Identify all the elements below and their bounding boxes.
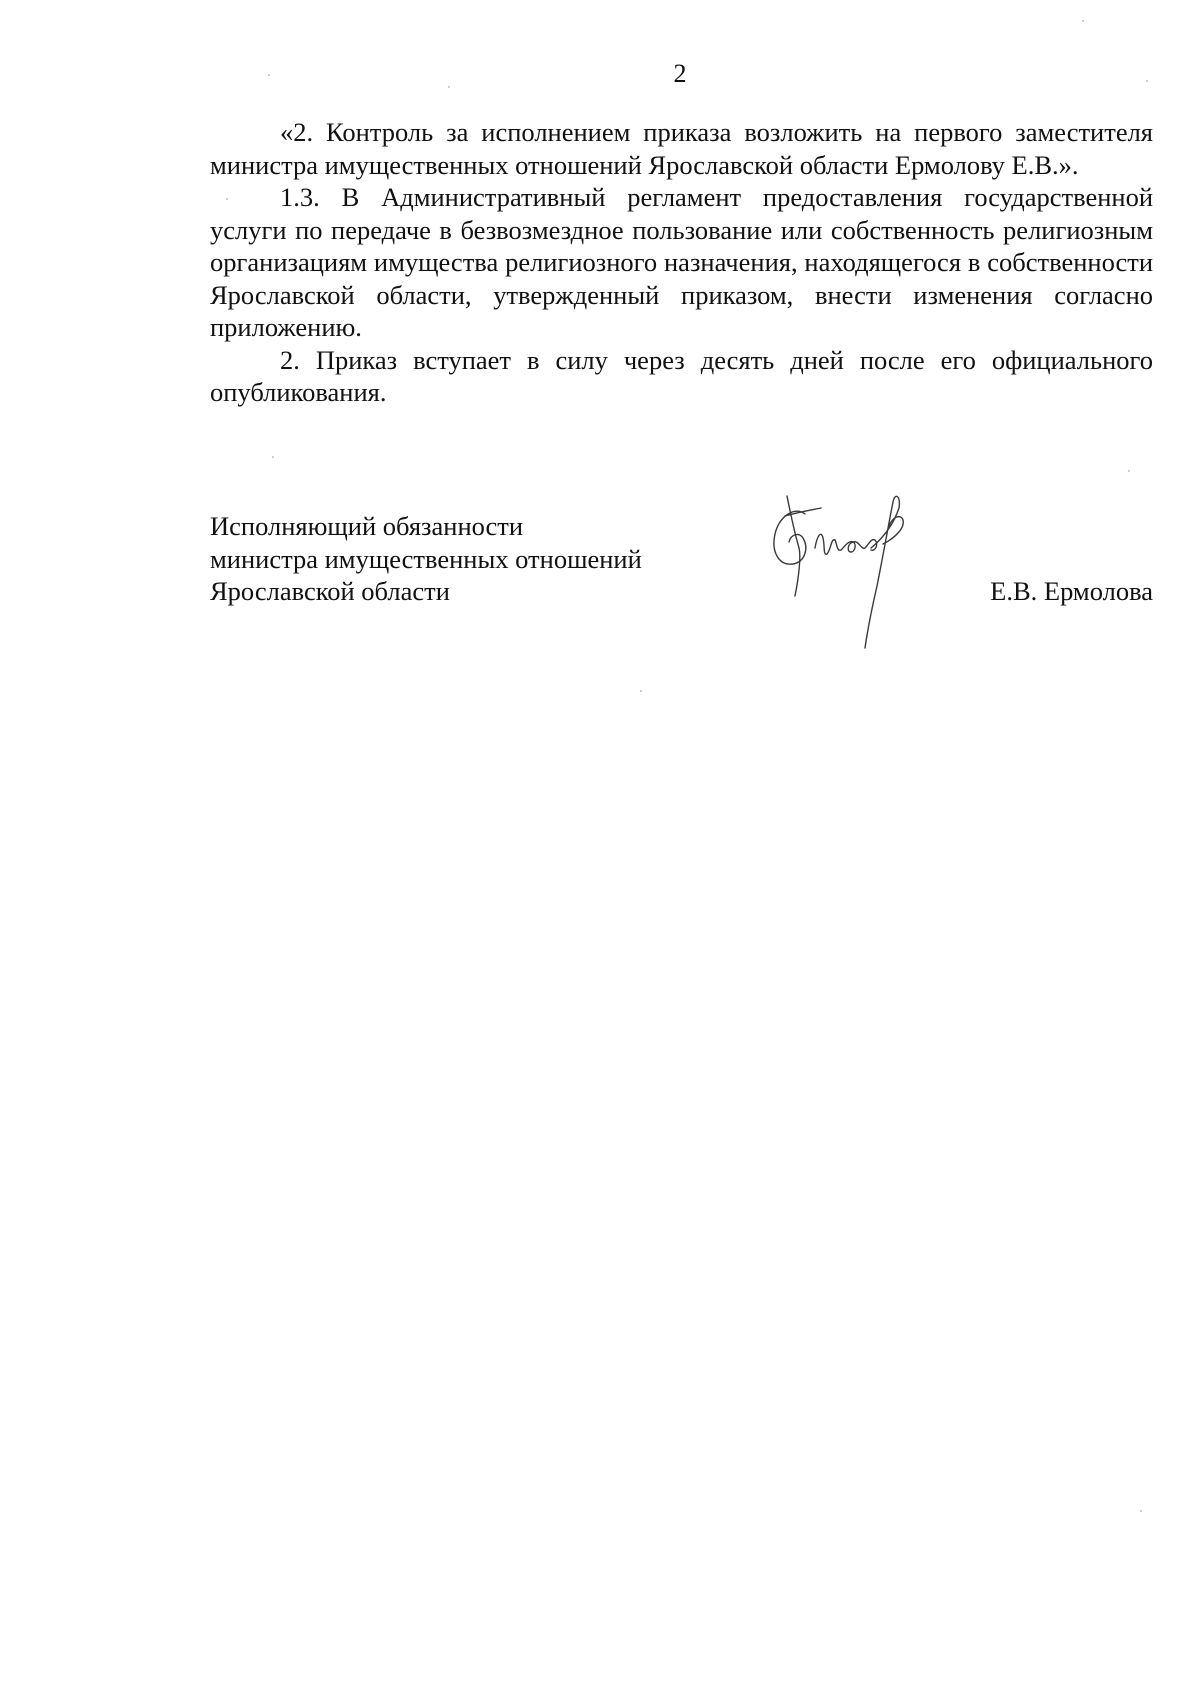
signatory-position-line: Исполняющий обязанности: [210, 511, 524, 541]
paragraph-effective-date: 2. Приказ вступает в силу через десять дней после его официального опубликования.: [210, 344, 1153, 407]
scan-speck: [448, 86, 450, 88]
signatory-position-line: Ярославской области: [210, 576, 450, 606]
signatory-position-line: министра имущественных отношений: [210, 543, 642, 574]
scan-speck: [1082, 20, 1084, 22]
scan-speck: [1128, 470, 1130, 472]
scan-speck: [1146, 80, 1148, 82]
scan-speck: [226, 198, 228, 200]
handwritten-signature: [765, 486, 965, 656]
paragraph-control-clause: «2. Контроль за исполнением приказа возложить на первого заместителя министра имущественных отношений Ярославской области Ермолову Е.В.».: [210, 117, 1153, 180]
document-body: [210, 116, 1153, 409]
paragraph-regulation-amendment: 1.3. В Административный регламент предоставления государственной услуги по передаче в безвозмездное пользование или собственность религиозным организациям имущества религиозного назначения, находящегося в собственности Ярославской области, утвержденный приказом, внести изменения согласно приложению.: [210, 182, 1153, 342]
page-number: 2: [673, 59, 687, 88]
scan-speck: [268, 74, 270, 76]
scan-speck: [1140, 1510, 1142, 1512]
scan-speck: [272, 456, 274, 458]
scan-speck: [640, 690, 642, 692]
signer-name: Е.В. Ермолова: [990, 576, 1153, 606]
